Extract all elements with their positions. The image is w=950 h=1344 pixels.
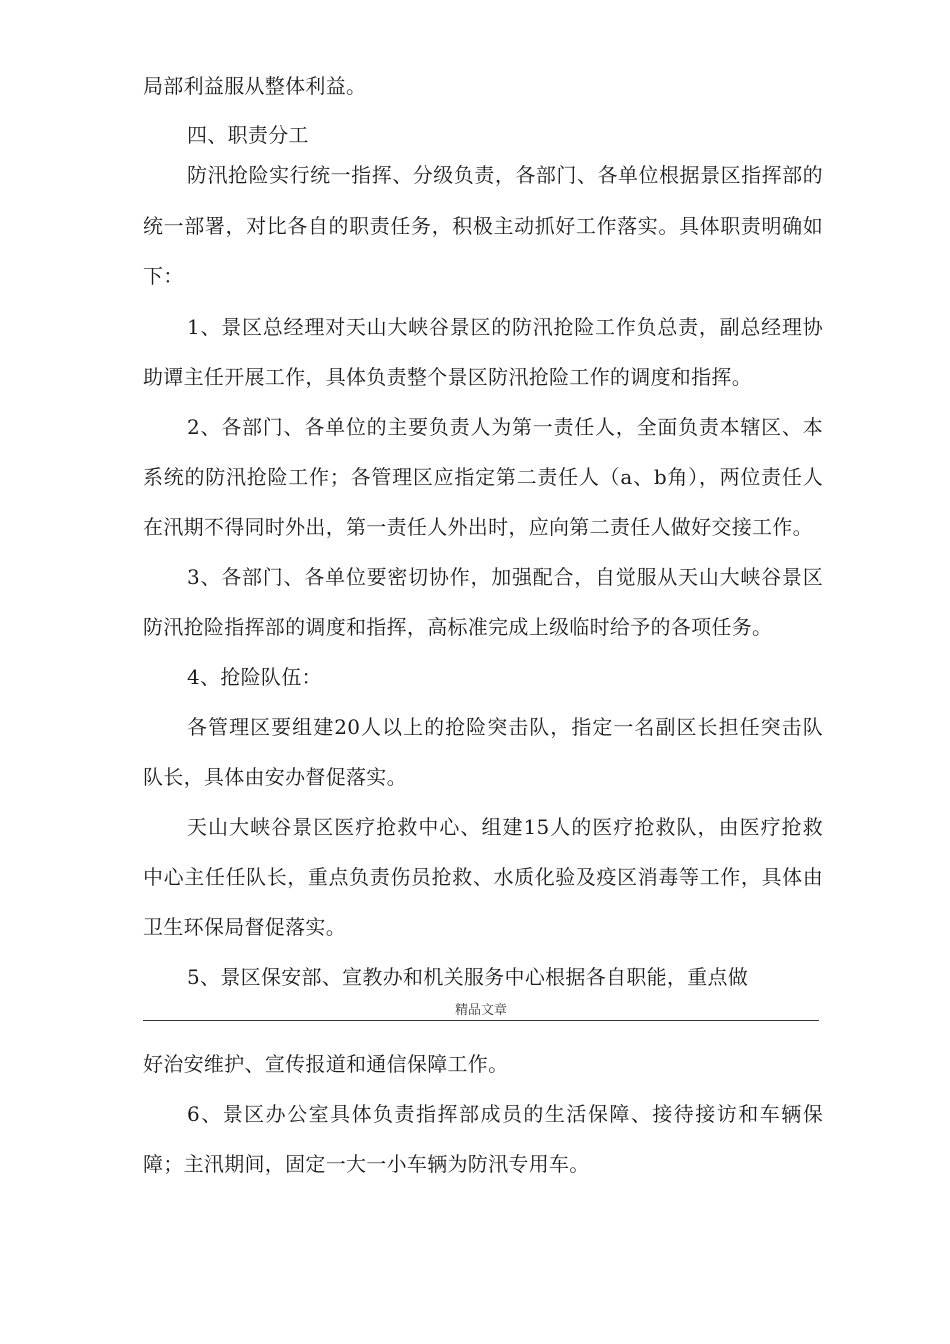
text-line: 2、各部门、各单位的主要负责人为第一责任人，全面负责本辖区、本 [187,415,823,439]
text-line: 局部利益服从整体利益。 [143,74,367,98]
text-line: 统一部署，对比各自的职责任务，积极主动抓好工作落实。具体职责明确如 [143,214,823,238]
text-line: 3、各部门、各单位要密切协作，加强配合，自觉服从天山大峡谷景区 [187,565,823,589]
text-line: 4、抢险队伍： [187,665,322,689]
text-line: 天山大峡谷景区医疗抢救中心、组建15人的医疗抢救队，由医疗抢救 [187,815,823,839]
footer-label: 精品文章 [454,1003,507,1018]
text-line: 卫生环保局督促落实。 [143,915,346,939]
text-line: 助谭主任开展工作，具体负责整个景区防汛抢险工作的调度和指挥。 [143,365,752,389]
text-line: 队长，具体由安办督促落实。 [143,765,407,789]
text-line: 防汛抢险指挥部的调度和指挥，高标准完成上级临时给予的各项任务。 [143,615,773,639]
text-line: 中心主任任队长，重点负责伤员抢救、水质化验及疫区消毒等工作，具体由 [143,865,823,889]
text-line: 防汛抢险实行统一指挥、分级负责，各部门、各单位根据景区指挥部的 [187,163,823,187]
text-line: 四、职责分工 [187,123,309,147]
text-line: 在汛期不得同时外出，第一责任人外出时，应向第二责任人做好交接工作。 [143,515,813,539]
text-line: 好治安维护、宣传报道和通信保障工作。 [143,1052,509,1076]
text-line: 1、景区总经理对天山大峡谷景区的防汛抢险工作负总责，副总经理协 [187,315,823,339]
text-line: 系统的防汛抢险工作；各管理区应指定第二责任人（a、b角），两位责任人 [143,465,823,489]
text-line: 6、景区办公室具体负责指挥部成员的生活保障、接待接访和车辆保 [187,1102,823,1126]
text-line: 各管理区要组建20人以上的抢险突击队，指定一名副区长担任突击队 [187,715,823,739]
text-line: 下： [143,264,184,288]
text-line: 5、景区保安部、宣教办和机关服务中心根据各自职能，重点做 [187,965,749,989]
footer-divider [143,1020,819,1021]
text-line: 障；主汛期间，固定一大一小车辆为防汛专用车。 [143,1152,590,1176]
